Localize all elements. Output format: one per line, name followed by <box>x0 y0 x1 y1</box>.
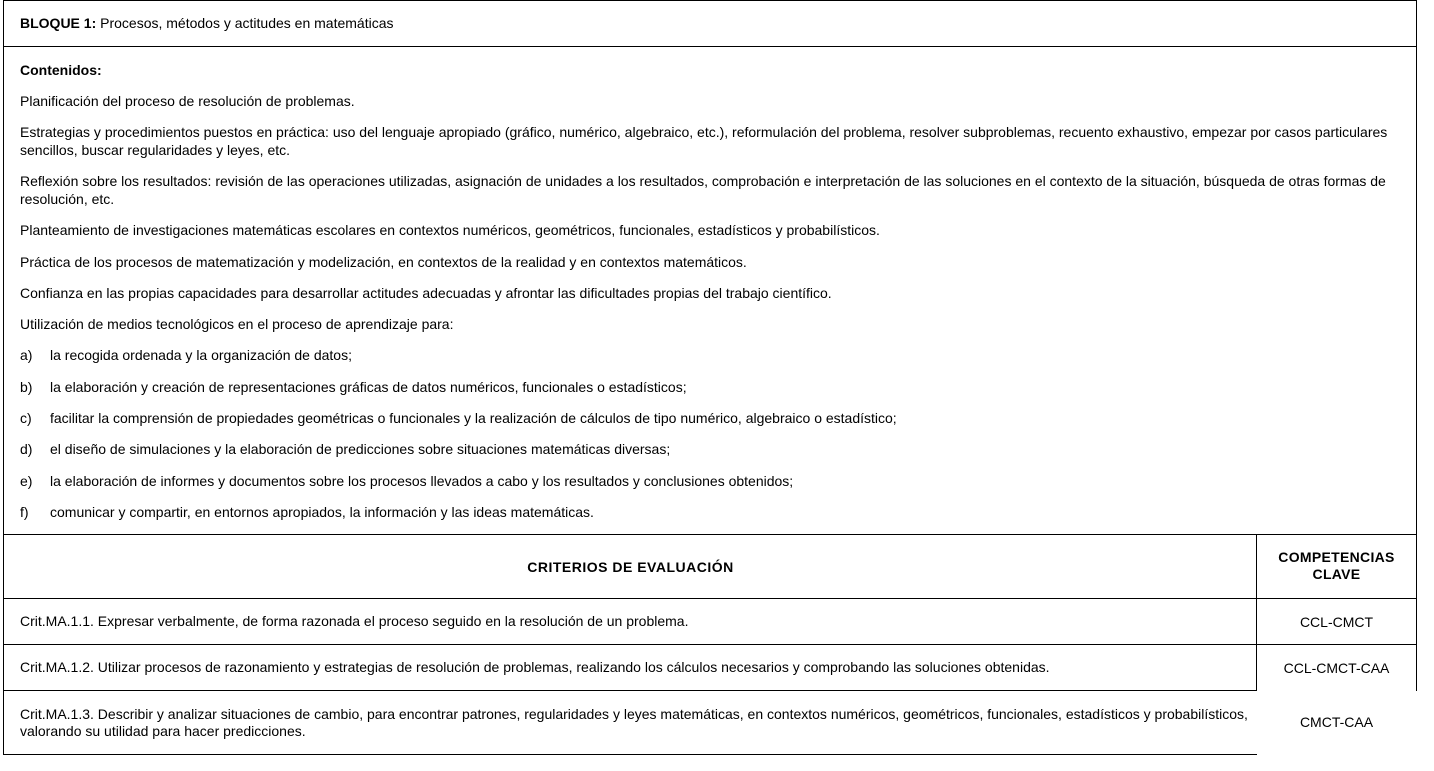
competencias-value: CMCT-CAA <box>1299 714 1374 730</box>
border-right <box>1416 0 1417 691</box>
list-item-text: el diseño de simulaciones y la elaboración de predicciones sobre situaciones matemáticas diversas; <box>50 441 671 457</box>
list-marker: e) <box>20 473 33 489</box>
divider-table-header <box>3 598 1417 599</box>
list-marker: d) <box>20 441 33 457</box>
divider-row-2 <box>3 690 1257 691</box>
list-item-text: facilitar la comprensión de propiedades geométricas o funcionales y la realización de cálculos de tipo numérico, algebraico o estadístico; <box>50 410 897 426</box>
contenido-paragraph: Reflexión sobre los resultados: revisión de las operaciones utilizadas, asignación de unidades a los resultados, comprobación e interpretación de las soluciones en el contexto de la situación, búsqueda de otras formas de resolución, etc. <box>20 173 1386 207</box>
contenido-paragraph: Estrategias y procedimientos puestos en práctica: uso del lenguaje apropiado (gráfico, numérico, algebraico, etc.), reformulación del problema, resolver subproblemas, recuento exhaustivo, empezar por casos particulares sencillos, buscar regularidades y leyes, etc. <box>20 124 1388 158</box>
border-top <box>3 0 1417 1</box>
divider-header <box>3 46 1417 47</box>
criterios-header: CRITERIOS DE EVALUACIÓN <box>527 559 734 575</box>
block-name: Procesos, métodos y actitudes en matemáticas <box>100 15 394 31</box>
list-marker: a) <box>20 347 33 363</box>
divider-contenidos <box>3 534 1417 535</box>
list-item-text: la elaboración y creación de representaciones gráficas de datos numéricos, funcionales o estadísticos; <box>50 379 687 395</box>
contenido-paragraph: Práctica de los procesos de matematización y modelización, en contextos de la realidad y en contextos matemáticos. <box>20 254 747 270</box>
block-title <box>20 14 393 32</box>
competencias-header: COMPETENCIAS CLAVE <box>1278 549 1395 582</box>
competencias-value: CCL-CMCT <box>1299 614 1374 630</box>
list-item-text: la recogida ordenada y la organización de datos; <box>50 347 352 363</box>
border-bottom <box>3 754 1257 755</box>
criterio-text: Crit.MA.1.2. Utilizar procesos de razonamiento y estrategias de resolución de problemas, realizando los cálculos necesarios y comprobando las soluciones obtenidas. <box>20 659 1050 675</box>
criterio-text: Crit.MA.1.3. Describir y analizar situaciones de cambio, para encontrar patrones, regularidades y leyes matemáticas, en contextos numéricos, geométricos, funcionales, estadísticos y probabilísticos, valorando su utilidad para hacer predicciones. <box>20 706 1248 739</box>
criterio-text: Crit.MA.1.1. Expresar verbalmente, de forma razonada el proceso seguido en la resolución de un problema. <box>20 613 689 629</box>
list-marker: c) <box>20 410 32 426</box>
contenido-paragraph: Confianza en las propias capacidades para desarrollar actitudes adecuadas y afrontar las dificultades propias del trabajo científico. <box>20 285 832 301</box>
list-marker: b) <box>20 379 33 395</box>
contenido-paragraph: Utilización de medios tecnológicos en el proceso de aprendizaje para: <box>20 316 454 332</box>
list-item-text: comunicar y compartir, en entornos apropiados, la información y las ideas matemáticas. <box>50 504 594 520</box>
contenidos-heading: Contenidos: <box>20 62 102 78</box>
list-marker: f) <box>20 504 29 520</box>
divider-row-1 <box>3 644 1417 645</box>
contenido-paragraph: Planificación del proceso de resolución de problemas. <box>20 93 355 109</box>
list-item-text: la elaboración de informes y documentos sobre los procesos llevados a cabo y los resultados y conclusiones obtenidos; <box>50 473 794 489</box>
competencias-value: CCL-CMCT-CAA <box>1283 660 1390 676</box>
contenido-paragraph: Planteamiento de investigaciones matemáticas escolares en contextos numéricos, geométricos, funcionales, estadísticos y probabilísticos. <box>20 222 880 238</box>
border-left <box>3 0 4 755</box>
block-label: BLOQUE 1: <box>20 15 97 31</box>
